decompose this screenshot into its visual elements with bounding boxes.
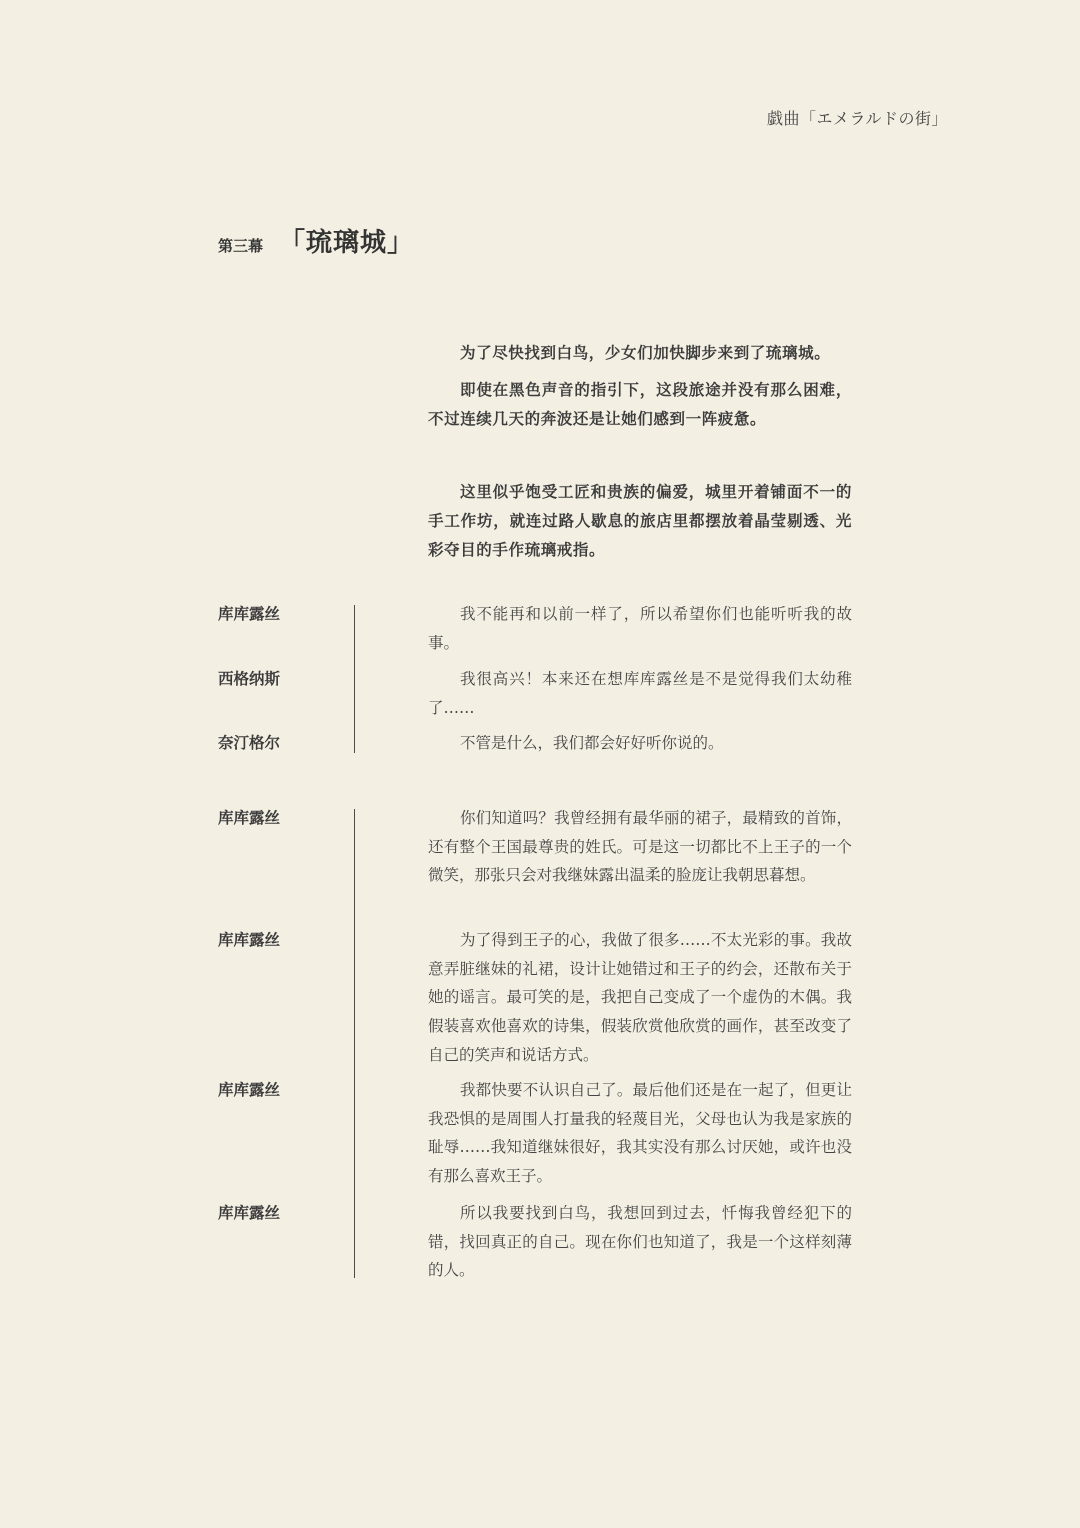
dialogue-text: 为了得到王子的心，我做了很多……不太光彩的事。我故意弄脏继妹的礼裙，设计让她错过和王子的约会，还散布关于她的谣言。最可笑的是，我把自己变成了一个虚伪的木偶。我假装喜欢他喜欢的诗集，假装欣赏他欣赏的画作，甚至改变了自己的笑声和说话方式。 [428,931,852,1064]
dialogue-text: 不管是什么，我们都会好好听你说的。 [460,734,724,752]
narration-paragraph: 为了尽快找到白鸟，少女们加快脚步来到了琉璃城。 [460,344,831,362]
dialogue-text: 我很高兴！本来还在想库库露丝是不是觉得我们太幼稚了…… [428,670,852,717]
dialogue-text: 所以我要找到白鸟，我想回到过去，忏悔我曾经犯下的错，找回真正的自己。现在你们也知道了，我是一个这样刻薄的人。 [428,1204,852,1280]
play-title: 戯曲「エメラルドの街」 [766,109,948,128]
act-number: 第三幕 [218,237,264,255]
narration-paragraph: 这里似乎饱受工匠和贵族的偏爱，城里开着铺面不一的手工作坊，就连过路人歇息的旅店里都摆放着晶莹剔透、光彩夺目的手作琉璃戒指。 [428,483,852,559]
dialogue-text: 你们知道吗？我曾经拥有最华丽的裙子，最精致的首饰，还有整个王国最尊贵的姓氏。可是这一切都比不上王子的一个微笑，那张只会对我继妹露出温柔的脸庞让我朝思暮想。 [428,809,852,885]
dialogue-text: 我都快要不认识自己了。最后他们还是在一起了，但更让我恐惧的是周围人打量我的轻蔑目光，父母也认为我是家族的耻辱……我知道继妹很好，我其实没有那么讨厌她，或许也没有那么喜欢王子。 [428,1081,852,1186]
dialogue-divider [354,605,355,753]
dialogue-divider [354,809,355,1278]
dialogue-text: 我不能再和以前一样了，所以希望你们也能听听我的故事。 [428,605,852,652]
speaker-name: 库库露丝 [218,605,281,623]
narration-paragraph: 即使在黑色声音的指引下，这段旅途并没有那么困难，不过连续几天的奔波还是让她们感到一阵疲惫。 [428,381,852,428]
speaker-name: 库库露丝 [218,1204,281,1222]
speaker-name: 库库露丝 [218,931,281,949]
speaker-name: 西格纳斯 [218,670,281,688]
act-name: 「琉璃城」 [279,228,415,258]
speaker-name: 库库露丝 [218,809,281,827]
speaker-name: 奈汀格尔 [218,734,281,752]
speaker-name: 库库露丝 [218,1081,281,1099]
act-heading [218,222,414,259]
